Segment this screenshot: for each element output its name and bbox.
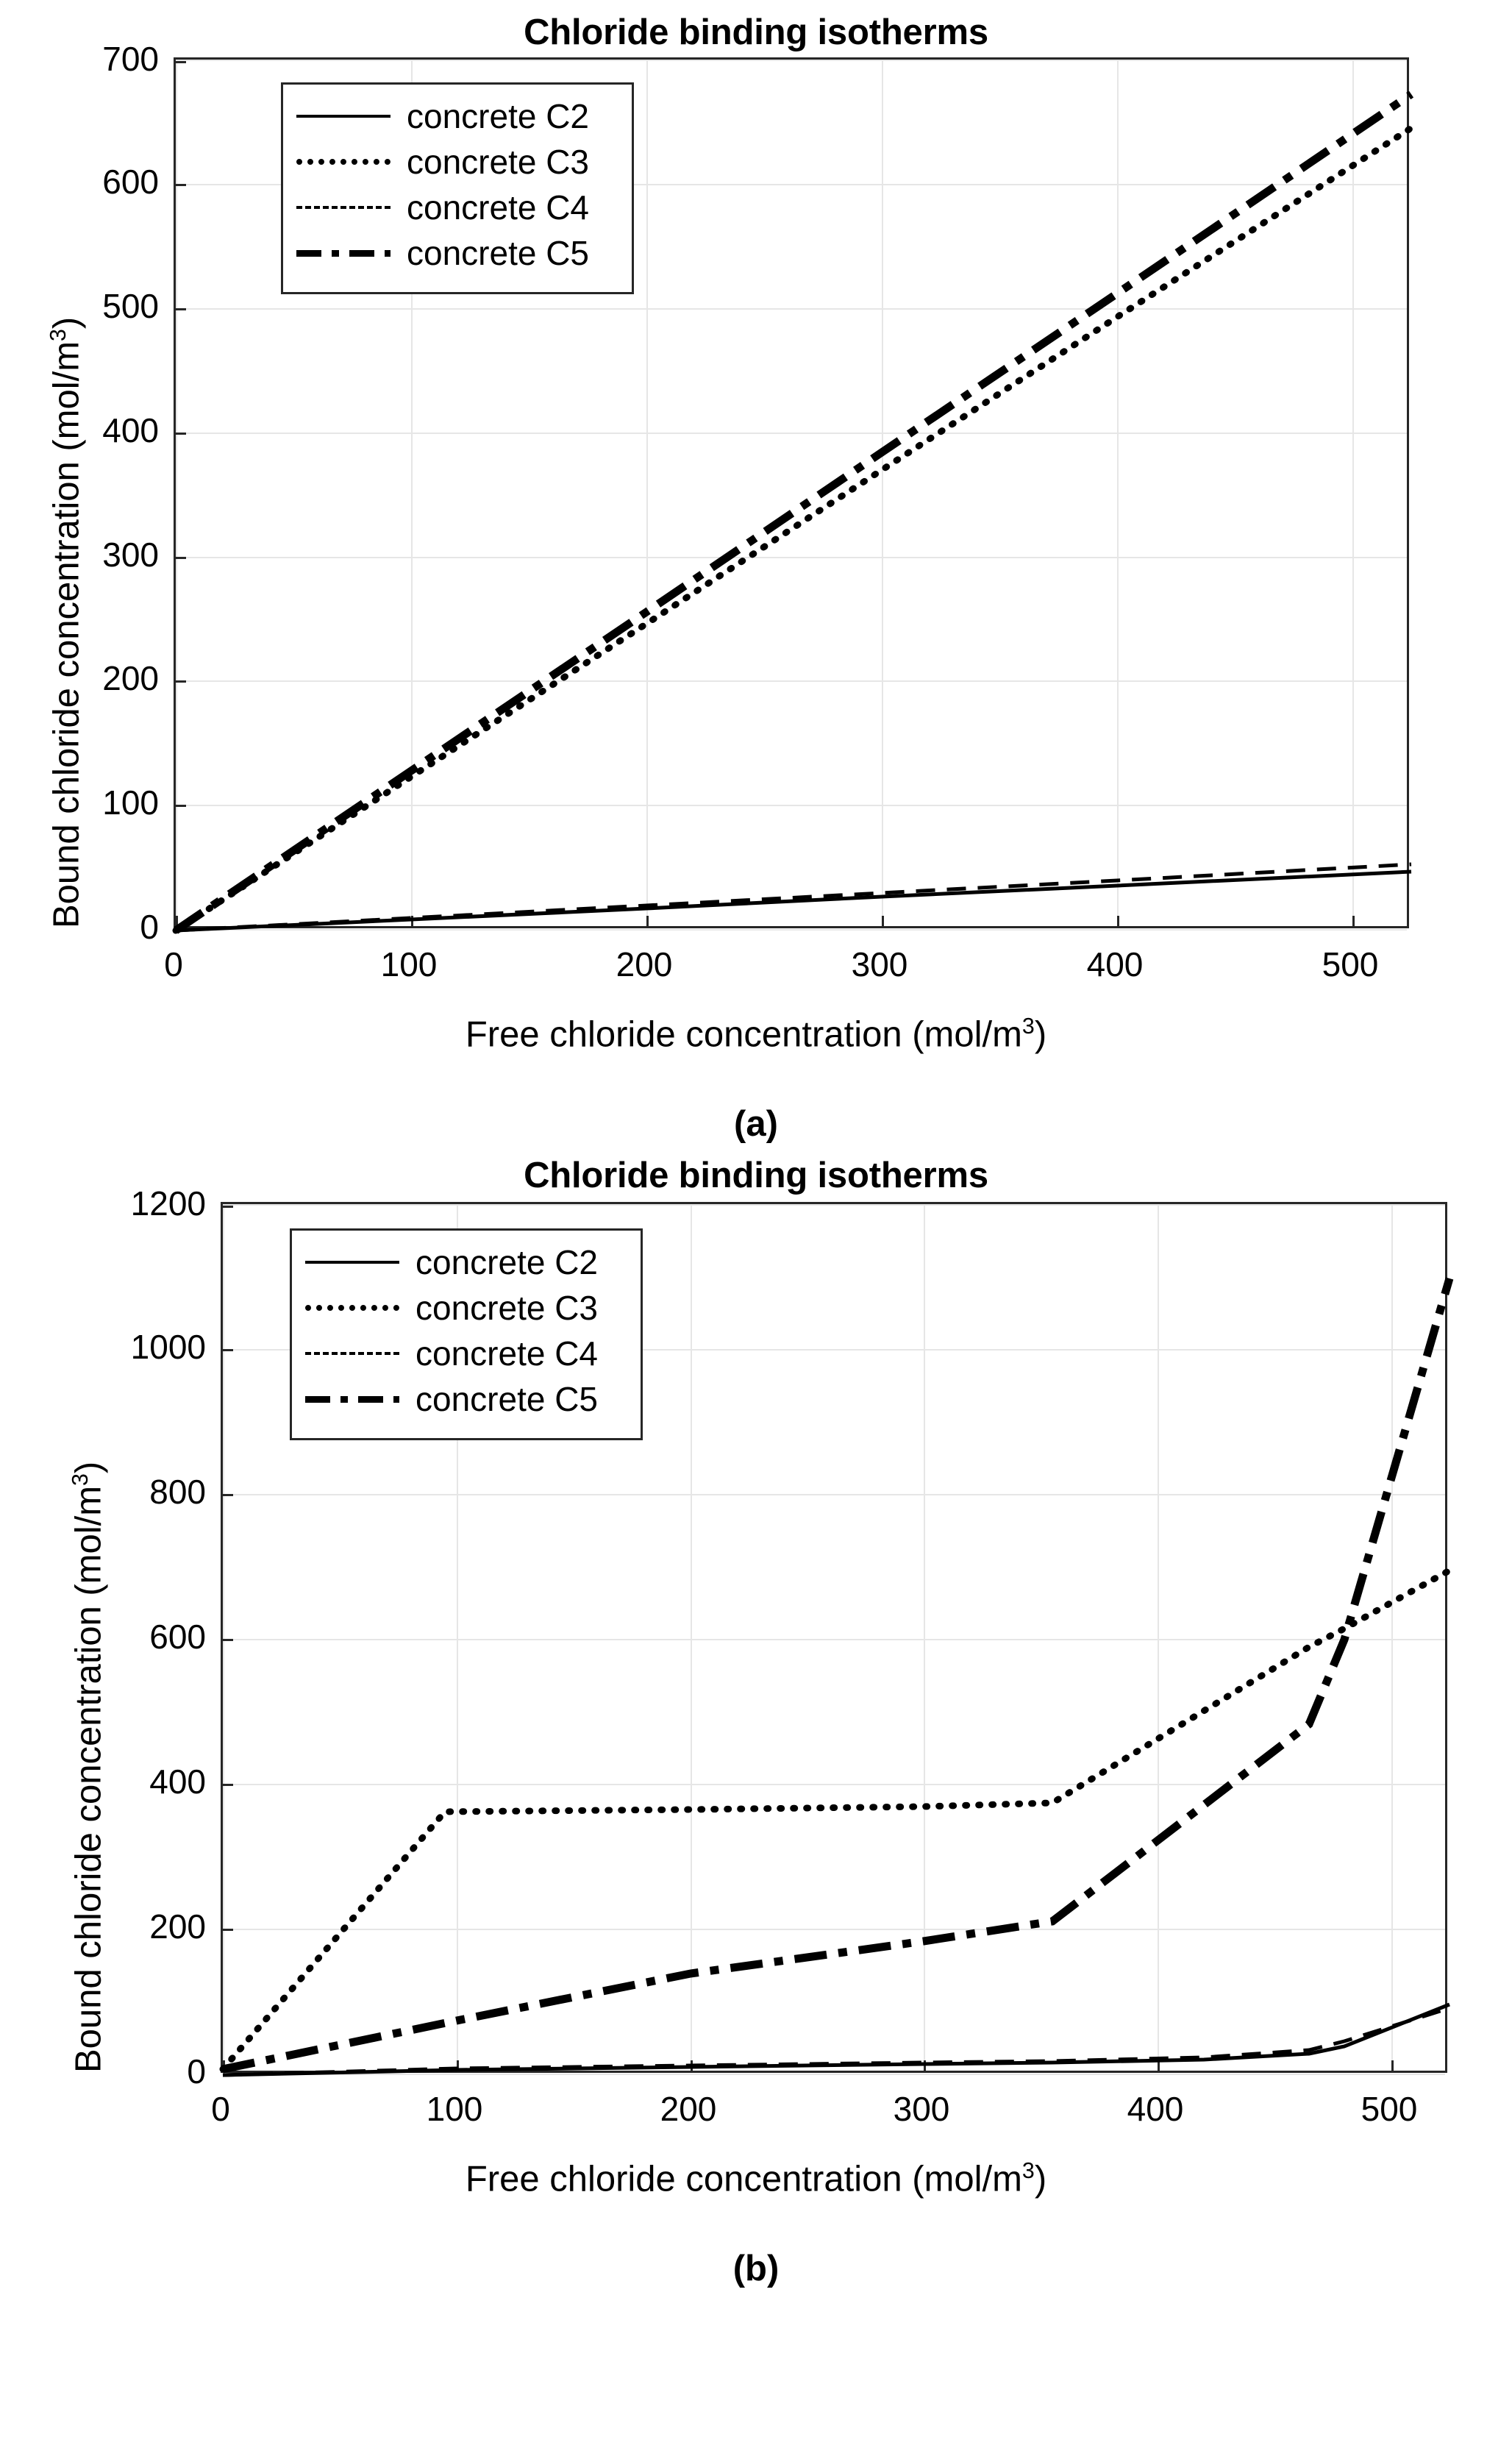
chart-a-xtick-label: 100 — [380, 945, 438, 983]
chart-b-xtick-label: 100 — [426, 2090, 483, 2128]
chart-b-xaxis-label-text: Free chloride concentration (mol/m — [465, 2159, 1022, 2199]
chart-a-xtick-label: 400 — [1086, 945, 1144, 983]
chart-b-yaxis-label-text: Bound chloride concentration (mol/m — [68, 1485, 109, 2073]
chart-b-ytick-label: 1000 — [130, 1328, 206, 1366]
legend-line-dashdot-icon — [305, 1396, 399, 1403]
legend-label: concrete C5 — [416, 1380, 599, 1418]
chart-a-xtick-label: 200 — [616, 945, 673, 983]
chart-b-ytick-label: 600 — [149, 1618, 206, 1656]
chart-a-title: Chloride binding isotherms — [524, 13, 988, 52]
legend-line-solid-icon — [305, 1261, 399, 1264]
series-line-concrete-c3 — [223, 1570, 1449, 2069]
chart-a-ytick-label: 300 — [102, 536, 159, 574]
chart-b-ytick-label: 400 — [149, 1762, 206, 1801]
chart-b-xtick-label: 400 — [1127, 2090, 1184, 2128]
chart-a-yaxis-label-sup: 3 — [46, 329, 71, 341]
chart-b-xaxis-label-tail: ) — [1034, 2159, 1047, 2199]
series-line-concrete-c2 — [223, 2004, 1449, 2075]
legend-line-dotted-icon — [305, 1305, 399, 1311]
legend-item-concrete-c4 — [296, 185, 616, 230]
legend-item-concrete-c5 — [305, 1376, 624, 1422]
chart-a-yaxis-label — [46, 317, 87, 928]
chart-a-ytick-label: 600 — [102, 163, 159, 201]
legend-item-concrete-c2 — [305, 1239, 624, 1285]
legend-line-dashdot-icon — [296, 250, 391, 257]
chart-b-xtick-label: 500 — [1361, 2090, 1418, 2128]
legend-line-dashed-icon — [296, 206, 391, 209]
figure-a-caption: (a) — [734, 1104, 778, 1144]
chart-a-xaxis-label-tail: ) — [1034, 1014, 1047, 1055]
series-line-concrete-c2 — [176, 872, 1411, 931]
legend-item-concrete-c3 — [296, 139, 616, 185]
legend-item-concrete-c4 — [305, 1331, 624, 1376]
figure-a — [0, 0, 1512, 1148]
chart-b-xaxis-label — [0, 2158, 1512, 2199]
legend-line-solid-icon — [296, 115, 391, 118]
legend-label: concrete C3 — [407, 143, 590, 181]
chart-b-yaxis-label-tail: ) — [68, 1461, 109, 1474]
chart-b-ytick-label: 200 — [149, 1907, 206, 1946]
chart-b-ytick-label: 1200 — [130, 1184, 206, 1223]
chart-a-xaxis-label — [0, 1014, 1512, 1055]
chart-a-ytick-label: 500 — [102, 287, 159, 325]
legend-item-concrete-c2 — [296, 93, 616, 139]
chart-a-xtick-label: 300 — [851, 945, 908, 983]
chart-b-xtick-label: 300 — [893, 2090, 950, 2128]
chart-a-legend — [281, 82, 634, 294]
chart-a-ytick-label: 700 — [102, 40, 159, 78]
chart-a-xtick-label: 0 — [164, 945, 183, 983]
chart-b-xaxis-label-sup: 3 — [1021, 2158, 1035, 2183]
chart-b-yaxis-label — [68, 1462, 109, 2073]
chart-a-ytick-label: 100 — [102, 783, 159, 822]
legend-label: concrete C3 — [416, 1289, 599, 1327]
chart-a-xaxis-label-text: Free chloride concentration (mol/m — [465, 1014, 1022, 1055]
chart-a-xtick-label: 500 — [1322, 945, 1379, 983]
chart-a-ytick-label: 400 — [102, 411, 159, 449]
chart-b-ytick-label: 0 — [187, 2052, 206, 2091]
legend-label: concrete C2 — [407, 97, 590, 135]
chart-a-yaxis-label-text: Bound chloride concentration (mol/m — [46, 341, 87, 928]
legend-label: concrete C4 — [407, 188, 590, 227]
legend-label: concrete C5 — [407, 234, 590, 272]
chart-a-yaxis-label-tail: ) — [46, 316, 87, 330]
legend-line-dashed-icon — [305, 1352, 399, 1355]
legend-item-concrete-c3 — [305, 1285, 624, 1331]
legend-label: concrete C2 — [416, 1243, 599, 1281]
chart-b-title: Chloride binding isotherms — [524, 1156, 988, 1195]
chart-b-xtick-label: 200 — [660, 2090, 717, 2128]
legend-line-dotted-icon — [296, 159, 391, 165]
legend-label: concrete C4 — [416, 1334, 599, 1373]
figure-b-caption: (b) — [732, 2249, 780, 2288]
figure-b — [0, 1148, 1512, 2339]
chart-b-ytick-label: 800 — [149, 1473, 206, 1511]
chart-a-ytick-label: 200 — [102, 659, 159, 697]
chart-b-xtick-label: 0 — [211, 2090, 230, 2128]
chart-a-xaxis-label-sup: 3 — [1021, 1014, 1035, 1039]
chart-b-yaxis-label-sup: 3 — [68, 1473, 93, 1486]
chart-b-legend — [290, 1228, 643, 1440]
chart-a-ytick-label: 0 — [140, 908, 159, 946]
legend-item-concrete-c5 — [296, 230, 616, 276]
